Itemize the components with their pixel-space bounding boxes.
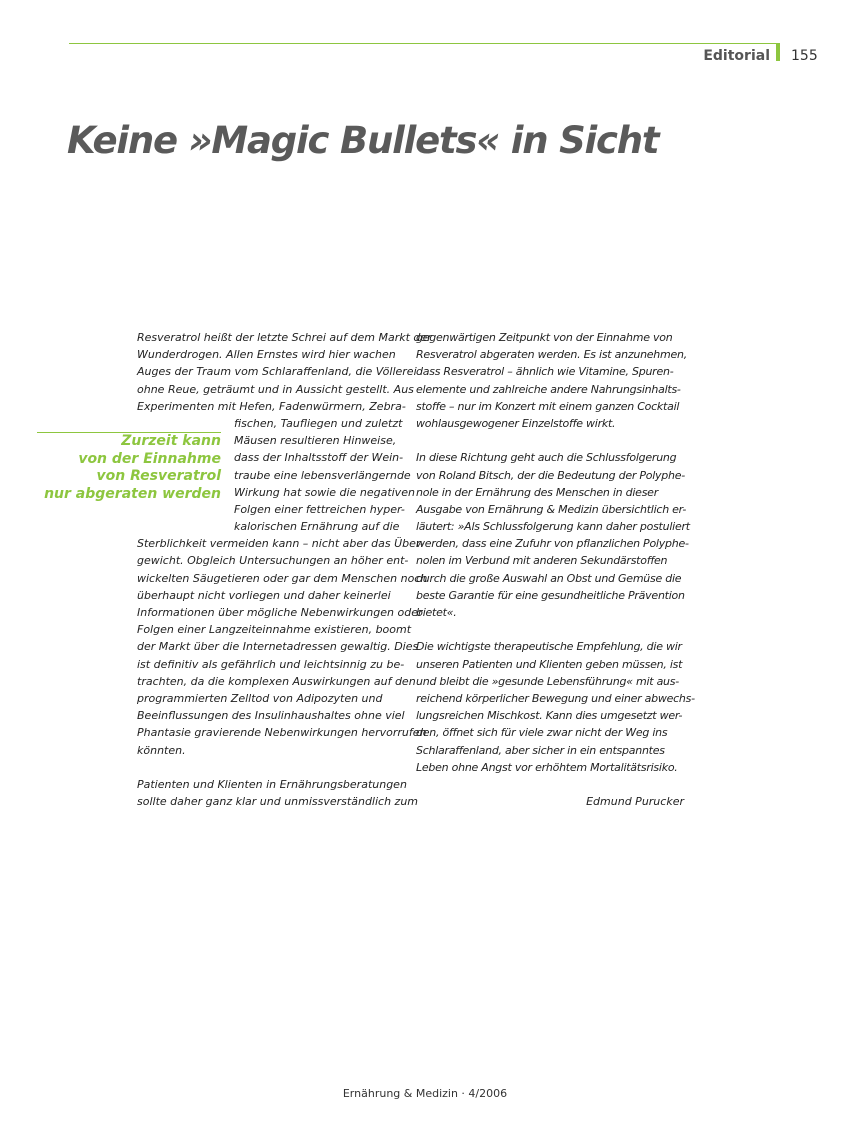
body-column-right xyxy=(416,329,695,810)
header-accent-bar xyxy=(776,43,780,61)
body-text-line: dass der Inhaltsstoff der Wein- xyxy=(234,451,404,465)
body-text-line: unseren Patienten und Klienten geben müssen, ist xyxy=(416,657,683,671)
body-text-line: Mäusen resultieren Hinweise, xyxy=(234,434,397,448)
body-text-line: Die wichtigste therapeutische Empfehlung, die wir xyxy=(416,640,682,654)
body-text-line: stoffe – nur im Konzert mit einem ganzen Cocktail xyxy=(416,399,680,413)
body-text-line: elemente und zahlreiche andere Nahrungsinhalts- xyxy=(416,382,681,396)
body-text-line: sollte daher ganz klar und unmissverständlich zum xyxy=(137,795,419,809)
body-text-line: In diese Richtung geht auch die Schlussfolgerung xyxy=(416,451,677,465)
body-text-line: Leben ohne Angst vor erhöhtem Mortalitätsrisiko. xyxy=(416,760,678,774)
body-text-line: den, öffnet sich für viele zwar nicht der Weg ins xyxy=(416,726,668,740)
pull-quote-line: Zurzeit kann xyxy=(121,433,221,449)
page-number: 155 xyxy=(791,48,818,64)
body-text-line: lungsreichen Mischkost. Kann dies umgesetzt wer- xyxy=(416,709,683,723)
body-text-line: Informationen über mögliche Nebenwirkungen oder xyxy=(137,606,423,619)
body-text-line: Wunderdrogen. Allen Ernstes wird hier wachen xyxy=(137,348,396,362)
body-text-line: programmierten Zelltod von Adipozyten und xyxy=(137,691,383,705)
body-text-line: Patienten und Klienten in Ernährungsberatungen xyxy=(137,777,407,791)
body-text-line: Experimenten mit Hefen, Fadenwürmern, Zebra- xyxy=(137,399,406,413)
body-text-line: gewicht. Obgleich Untersuchungen an höher ent- xyxy=(137,554,409,568)
body-text-line: bietet«. xyxy=(416,606,457,619)
body-text-line: trachten, da die komplexen Auswirkungen auf den xyxy=(137,674,416,688)
body-text-line: von Roland Bitsch, der die Bedeutung der Polyphe- xyxy=(416,468,685,482)
body-text-line: der Markt über die Internetadressen gewaltig. Dies xyxy=(137,640,419,654)
pull-quote-line: von Resveratrol xyxy=(96,468,221,485)
body-text-line: könnten. xyxy=(137,743,186,757)
body-text-line: gegenwärtigen Zeitpunkt von der Einnahme von xyxy=(416,331,673,344)
body-text-line: Resveratrol heißt der letzte Schrei auf dem Markt der xyxy=(137,331,432,344)
body-text-line: dass Resveratrol – ähnlich wie Vitamine, Spuren- xyxy=(416,365,674,379)
body-text-line: beste Garantie für eine gesundheitliche Prävention xyxy=(416,588,685,602)
body-text-line: wohlausgewogener Einzelstoffe wirkt. xyxy=(416,416,616,430)
body-text-line: Folgen einer Langzeiteinnahme existieren, boomt xyxy=(137,623,412,637)
body-text-line: Resveratrol abgeraten werden. Es ist anzunehmen, xyxy=(416,348,687,362)
body-text-line: Sterblichkeit vermeiden kann – nicht aber das Über- xyxy=(137,537,424,551)
page-footer: Ernährung & Medizin · 4/2006 xyxy=(342,1087,508,1100)
body-text-line: Beeinflussungen des Insulinhaushaltes ohne viel xyxy=(137,709,405,723)
body-text-line: läutert: »Als Schlussfolgerung kann daher postuliert xyxy=(416,520,690,534)
body-text-line: durch die große Auswahl an Obst und Gemüse die xyxy=(416,571,682,585)
body-text-line: Auges der Traum vom Schlaraffenland, die Völlerei xyxy=(137,365,417,379)
pull-quote-line: von der Einnahme xyxy=(78,450,221,467)
article-title: Keine »Magic Bullets« in Sicht xyxy=(67,119,659,162)
author-signature: Edmund Purucker xyxy=(586,795,684,809)
section-label: Editorial xyxy=(703,48,770,64)
body-text-line: reichend körperlicher Bewegung und einer abwechs- xyxy=(416,691,695,705)
body-text-line: Wirkung hat sowie die negativen xyxy=(234,485,415,499)
body-text-line: Schlaraffenland, aber sicher in ein entspanntes xyxy=(416,743,665,757)
body-text-line: kalorischen Ernährung auf die xyxy=(234,520,400,534)
paragraph-gap xyxy=(416,432,684,449)
body-column-left xyxy=(137,329,432,810)
paragraph-gap xyxy=(416,621,684,638)
body-text-line: fischen, Taufliegen und zuletzt xyxy=(234,416,403,430)
body-text-line: und bleibt die »gesunde Lebensführung« mit aus- xyxy=(416,674,679,688)
paragraph-gap xyxy=(416,776,684,793)
paragraph-gap xyxy=(137,759,405,776)
body-text-line: Ausgabe von Ernährung & Medizin übersichtlich er- xyxy=(416,502,687,516)
body-text-line: Folgen einer fettreichen hyper- xyxy=(234,502,405,516)
body-text-line: ist definitiv als gefährlich und leichtsinnig zu be- xyxy=(137,657,405,671)
body-text-line: traube eine lebensverlängernde xyxy=(234,468,411,482)
body-text-line: nolen im Verbund mit anderen Sekundärstoffen xyxy=(416,554,668,568)
body-text-line: ohne Reue, geträumt und in Aussicht gestellt. Aus xyxy=(137,382,414,396)
body-text-line: überhaupt nicht vorliegen und daher keinerlei xyxy=(137,588,391,602)
body-text-line: Phantasie gravierende Nebenwirkungen hervorrufen xyxy=(137,726,427,740)
pull-quote-line: nur abgeraten werden xyxy=(44,485,221,502)
body-text-line: wickelten Säugetieren oder gar dem Menschen noch xyxy=(137,571,428,585)
header-rule xyxy=(69,43,780,44)
body-text-line: nole in der Ernährung des Menschen in dieser xyxy=(416,485,658,499)
body-text-line: werden, dass eine Zufuhr von pflanzlichen Polyphe- xyxy=(416,537,689,551)
